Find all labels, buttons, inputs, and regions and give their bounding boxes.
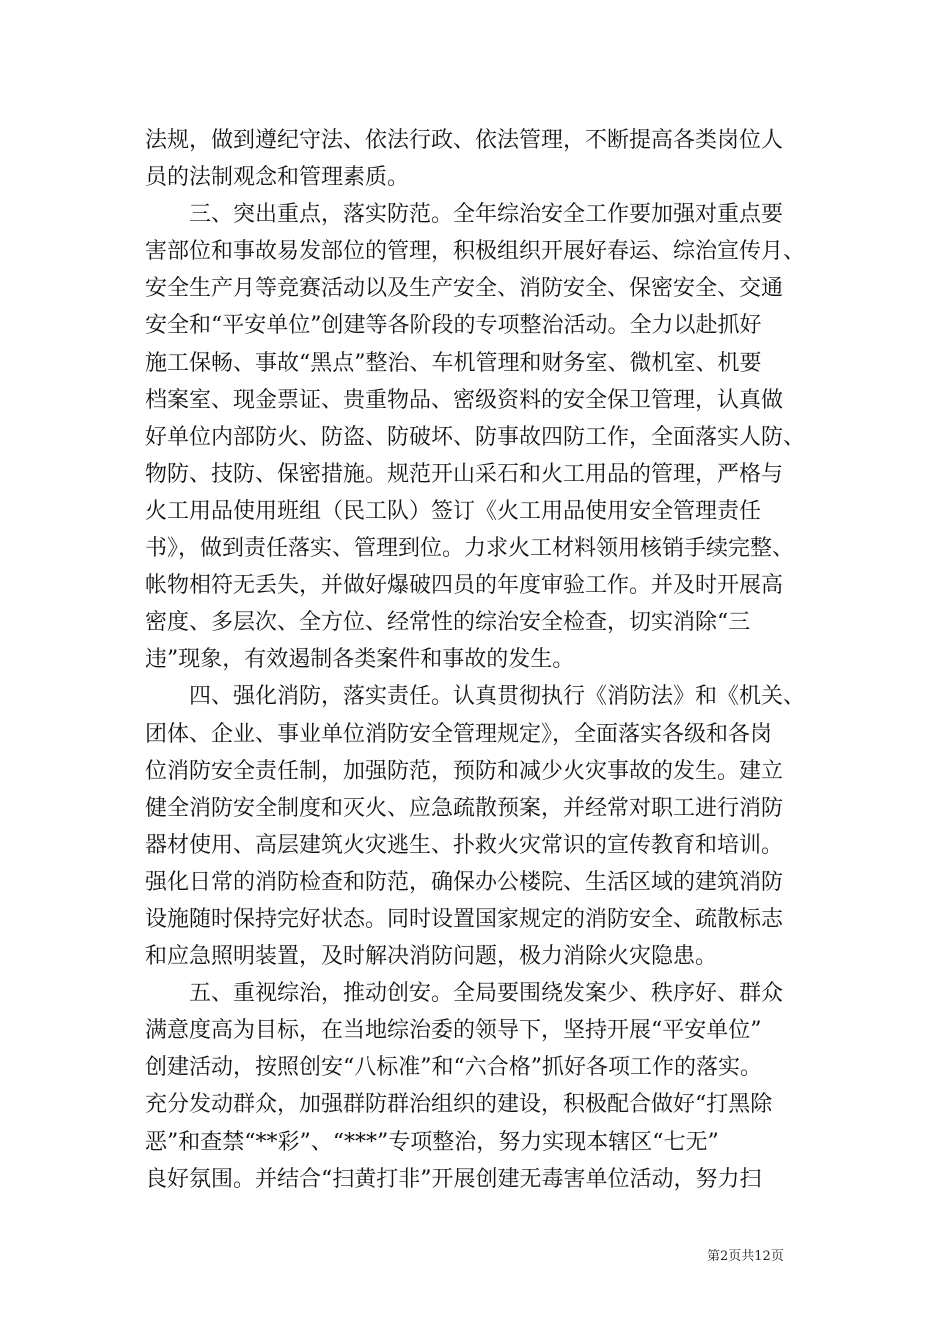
text-line: 良好氛围。并结合“扫黄打非”开展创建无毒害单位活动，努力扫	[145, 1166, 762, 1192]
text-line: 设施随时保持完好状态。同时设置国家规定的消防安全、疏散标志	[145, 906, 784, 932]
text-line: 创建活动，按照创安“八标准”和“六合格”抓好各项工作的落实。	[145, 1055, 762, 1081]
text-line: 帐物相符无丢失，并做好爆破四员的年度审验工作。并及时开展高	[145, 573, 784, 599]
text-line: 好单位内部防火、防盗、防破坏、防事故四防工作，全面落实人防、	[145, 424, 806, 450]
text-line: 位消防安全责任制，加强防范，预防和减少火灾事故的发生。建立	[145, 758, 784, 784]
text-line: 违”现象，有效遏制各类案件和事故的发生。	[145, 647, 575, 673]
text-line: 器材使用、高层建筑火灾逃生、扑救火灾常识的宣传教育和培训。	[145, 832, 784, 858]
page-number: 第2页共12页	[707, 1249, 784, 1264]
paragraph-start-line: 四、强化消防，落实责任。认真贯彻执行《消防法》和《机关、	[189, 684, 806, 710]
document-body	[145, 122, 813, 1198]
text-line: 施工保畅、事故“黑点”整治、车机管理和财务室、微机室、机要	[145, 350, 762, 376]
text-line: 物防、技防、保密措施。规范开山采石和火工用品的管理，严格与	[145, 461, 784, 487]
text-line: 和应急照明装置，及时解决消防问题，极力消除火灾隐患。	[145, 944, 718, 970]
text-line: 强化日常的消防检查和防范，确保办公楼院、生活区域的建筑消防	[145, 869, 784, 895]
text-line: 满意度高为目标，在当地综治委的领导下，坚持开展“平安单位”	[145, 1018, 762, 1044]
text-line: 档案室、现金票证、贵重物品、密级资料的安全保卫管理，认真做	[145, 387, 784, 413]
text-line: 密度、多层次、全方位、经常性的综治安全检查，切实消除“三	[145, 610, 751, 636]
text-line: 法规，做到遵纪守法、依法行政、依法管理，不断提高各类岗位人	[145, 128, 784, 153]
text-line: 团体、企业、事业单位消防安全管理规定》，全面落实各级和各岗	[145, 721, 773, 747]
text-line: 恶”和查禁“**彩”、“***”专项整治，努力实现本辖区“七无”	[145, 1129, 719, 1155]
text-line: 害部位和事故易发部位的管理，积极组织开展好春运、综治宣传月、	[145, 239, 806, 265]
paragraph-start-line: 五、重视综治，推动创安。全局要围绕发案少、秩序好、群众	[189, 981, 784, 1007]
text-line: 安全生产月等竞赛活动以及生产安全、消防安全、保密安全、交通	[145, 276, 784, 302]
text-line: 充分发动群众，加强群防群治组织的建设，积极配合做好“打黑除	[145, 1092, 773, 1118]
text-line: 员的法制观念和管理素质。	[145, 165, 410, 191]
paragraph-start-line: 三、突出重点，落实防范。全年综治安全工作要加强对重点要	[189, 202, 784, 228]
text-line: 安全和“平安单位”创建等各阶段的专项整治活动。全力以赴抓好	[145, 313, 762, 339]
text-line: 书》，做到责任落实、管理到位。力求火工材料领用核销手续完整、	[145, 536, 795, 562]
text-line: 健全消防安全制度和灭火、应急疏散预案，并经常对职工进行消防	[145, 795, 784, 821]
text-line: 火工用品使用班组（民工队）签订《火工用品使用安全管理责任	[145, 498, 762, 524]
